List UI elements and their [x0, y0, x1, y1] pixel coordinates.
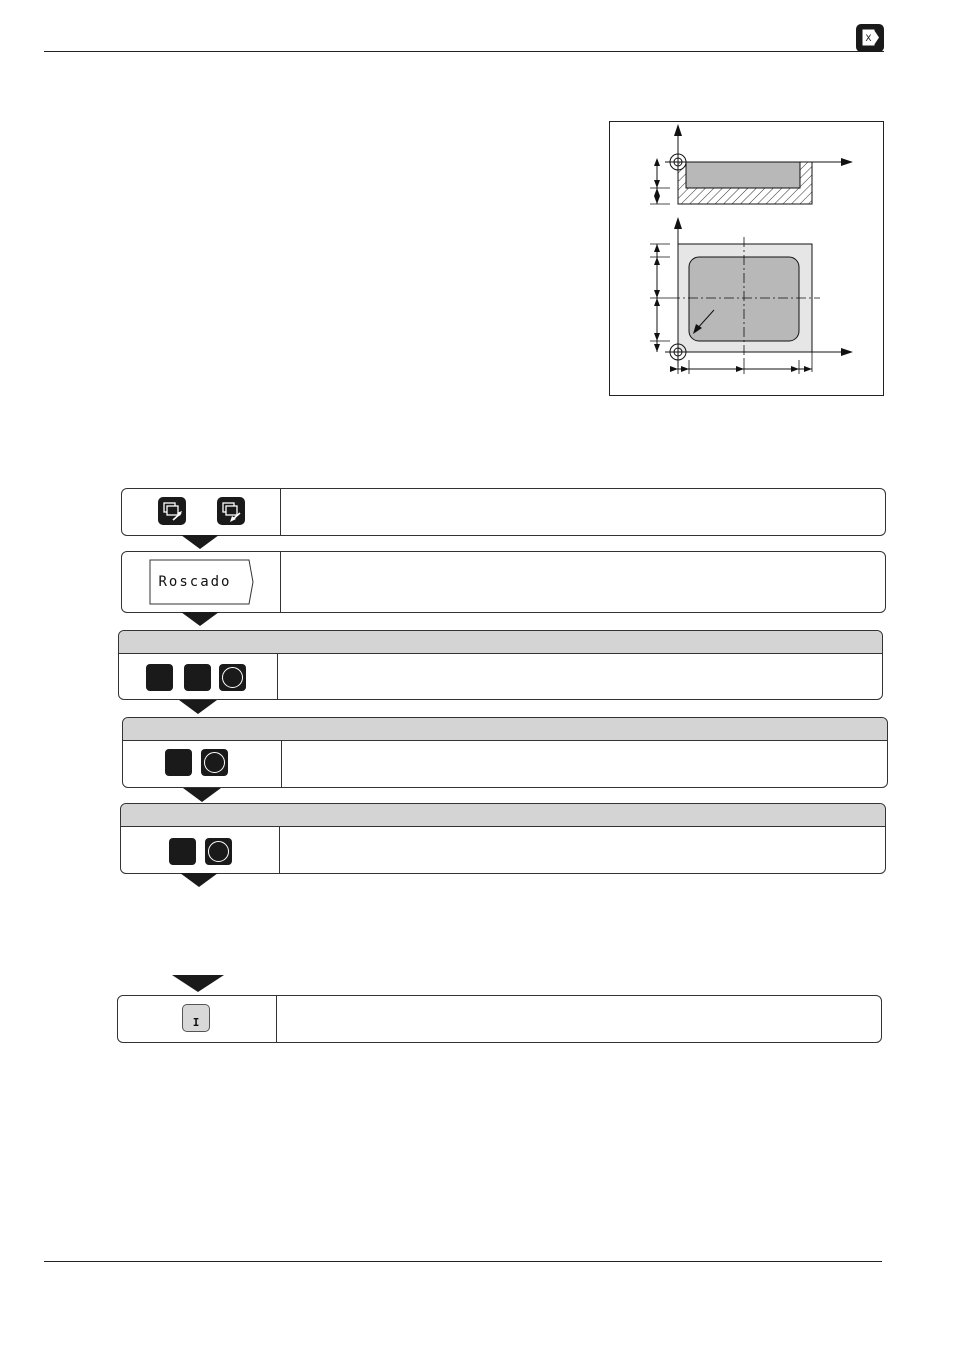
pocket-drawing-svg — [610, 122, 883, 395]
circle-key[interactable] — [201, 749, 228, 776]
step-input-5 — [120, 803, 886, 874]
flow-arrow — [172, 975, 224, 992]
flow-arrow — [179, 700, 217, 714]
page-up-icon[interactable] — [158, 497, 186, 525]
dark-key[interactable] — [146, 664, 173, 691]
step-header-band — [123, 718, 887, 741]
step-header-band — [119, 631, 882, 654]
dark-key[interactable] — [169, 838, 196, 865]
flow-arrow — [181, 535, 219, 549]
softkey-label: Roscado — [158, 574, 232, 590]
step-confirm — [117, 995, 882, 1043]
plan-view — [650, 217, 853, 374]
footer-rule — [44, 1261, 882, 1262]
section-view — [650, 124, 853, 204]
roscado-softkey[interactable] — [149, 559, 249, 605]
circle-key[interactable] — [205, 838, 232, 865]
info-page-icon — [856, 24, 884, 52]
pocket-drawing-figure — [609, 121, 884, 396]
dark-key[interactable] — [165, 749, 192, 776]
flow-arrow — [181, 612, 219, 626]
svg-text:X: X — [865, 34, 872, 44]
flow-arrow — [183, 788, 221, 802]
key-cell — [121, 826, 280, 873]
dark-key[interactable] — [184, 664, 211, 691]
flow-arrow — [180, 873, 218, 887]
step-input-4 — [122, 717, 888, 788]
circle-key[interactable] — [219, 664, 246, 691]
header-rule — [44, 51, 884, 52]
page-down-icon[interactable] — [217, 497, 245, 525]
step-header-band — [121, 804, 885, 827]
key-cell — [122, 489, 281, 535]
enter-key[interactable]: I — [182, 1004, 210, 1032]
